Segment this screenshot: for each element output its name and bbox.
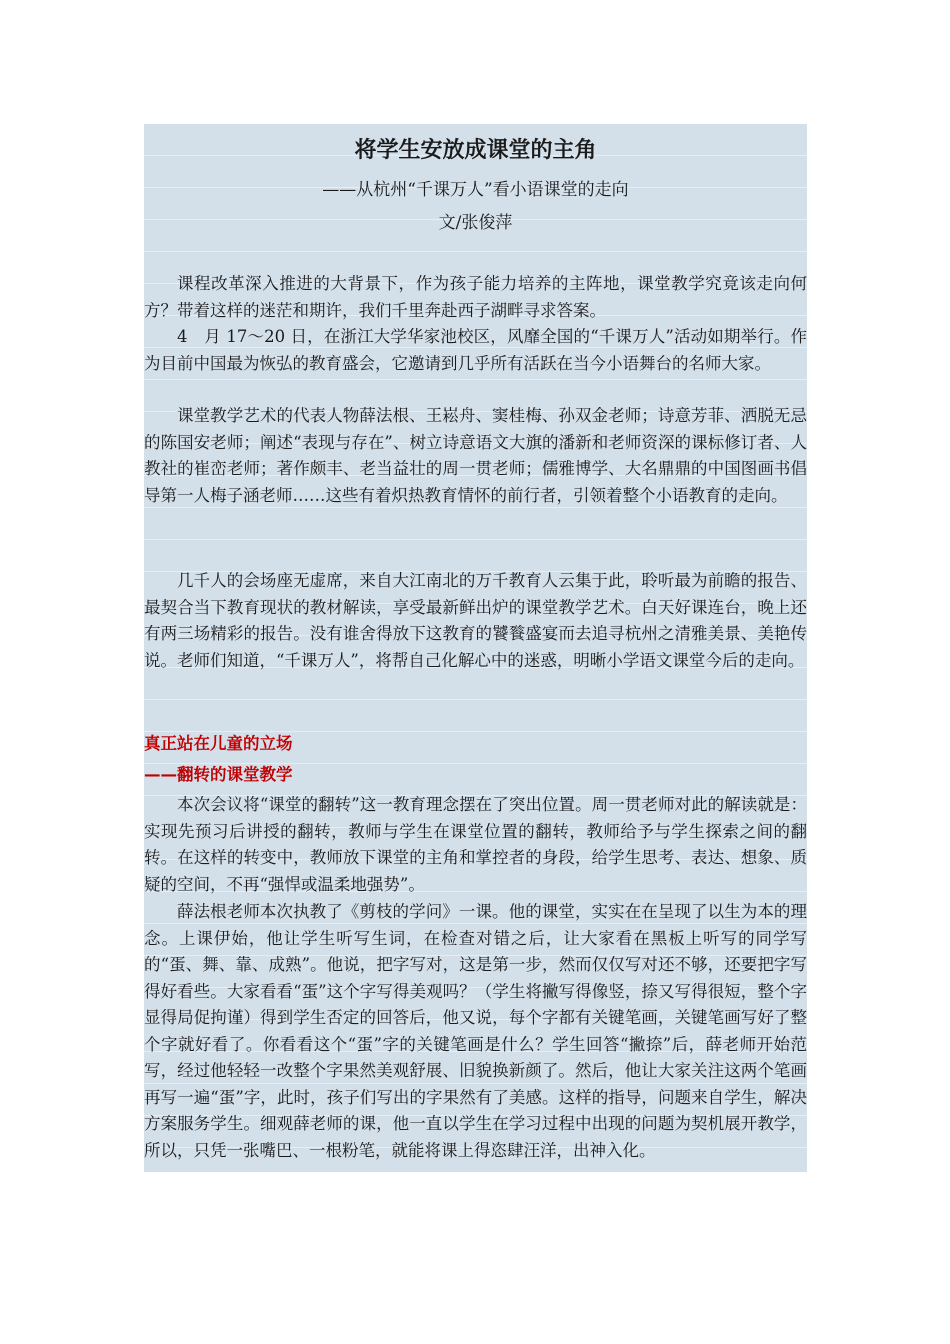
section-heading: 真正站在儿童的立场 bbox=[144, 734, 293, 753]
paragraph: 课堂教学艺术的代表人物薛法根、王崧舟、窦桂梅、孙双金老师；诗意芳菲、洒脱无忌的陈国安老师；阐述“表现与存在”、树立诗意语文大旗的潘新和老师资深的课标修订者、人教社的崔峦老师；著作颇丰、老当益壮的周一贯老师；儒雅博学、大名鼎鼎的中国图画书倡导第一人梅子涵老师……这些有着炽热教育情怀的前行者，引领着整个小语教育的走向。 bbox=[144, 406, 807, 505]
paragraph: 几千人的会场座无虚席，来自大江南北的万千教育人云集于此，聆听最为前瞻的报告、最契合当下教育现状的教材解读，享受最新鲜出炉的课堂教学艺术。白天好课连台，晚上还有两三场精彩的报告。没有谁舍得放下这教育的饕餮盛宴而去追寻杭州之清雅美景、美艳传说。老师们知道，“千课万人”，将帮自己化解心中的迷惑，明晰小学语文课堂今后的走向。 bbox=[144, 571, 807, 670]
paragraph: 薛法根老师本次执教了《剪枝的学问》一课。他的课堂，实实在在呈现了以生为本的理念。上课伊始，他让学生听写生词，在检查对错之后，让大家看在黑板上听写的同学写的“蛋、舞、靠、成熟”。他说，把字写对，这是第一步，然而仅仅写对还不够，还要把字写得好看些。大家看看“蛋”这个字写得美观吗？（学生将撇写得像竖，捺又写得很短，整个字显得局促拘谨）得到学生否定的回答后，他又说，每个字都有关键笔画，关键笔画写好了整个字就好看了。你看看这个“蛋”字的关键笔画是什么？学生回答“撇捺”后，薛老师开始范写，经过他轻轻一改整个字果然美观舒展、旧貌换新颜了。然后，他让大家关注这两个笔画再写一遍“蛋”字，此时，孩子们写出的字果然有了美感。这样的指导，问题来自学生，解决方案服务学生。细观薛老师的课，他一直以学生在学习过程中出现的问题为契机展开教学，所以，只凭一张嘴巴、一根粉笔，就能将课上得恣肆汪洋，出神入化。 bbox=[144, 902, 807, 1160]
paragraph: 本次会议将“课堂的翻转”这一教育理念摆在了突出位置。周一贯老师对此的解读就是：实现先预习后讲授的翻转，教师与学生在课堂位置的翻转，教师给予与学生探索之间的翻转。在这样的转变中，教师放下课堂的主角和掌控者的身段，给学生思考、表达、想象、质疑的空间，不再“强悍或温柔地强势”。 bbox=[144, 795, 807, 894]
section-subheading: ——翻转的课堂教学 bbox=[144, 765, 293, 784]
article-panel bbox=[144, 124, 807, 1172]
article-author: 文/张俊萍 bbox=[438, 213, 513, 233]
paragraph: 4 月 17～20 日，在浙江大学华家池校区，风靡全国的“千课万人”活动如期举行。作为目前中国最为恢弘的教育盛会，它邀请到几乎所有活跃在当今小语舞台的名师大家。 bbox=[144, 327, 807, 373]
article-subtitle: ——从杭州“千课万人”看小语课堂的走向 bbox=[322, 180, 629, 200]
paragraph: 课程改革深入推进的大背景下，作为孩子能力培养的主阵地，课堂教学究竟该走向何方？带着这样的迷茫和期许，我们千里奔赴西子湖畔寻求答案。 bbox=[144, 274, 807, 320]
article-title: 将学生安放成课堂的主角 bbox=[354, 137, 597, 163]
